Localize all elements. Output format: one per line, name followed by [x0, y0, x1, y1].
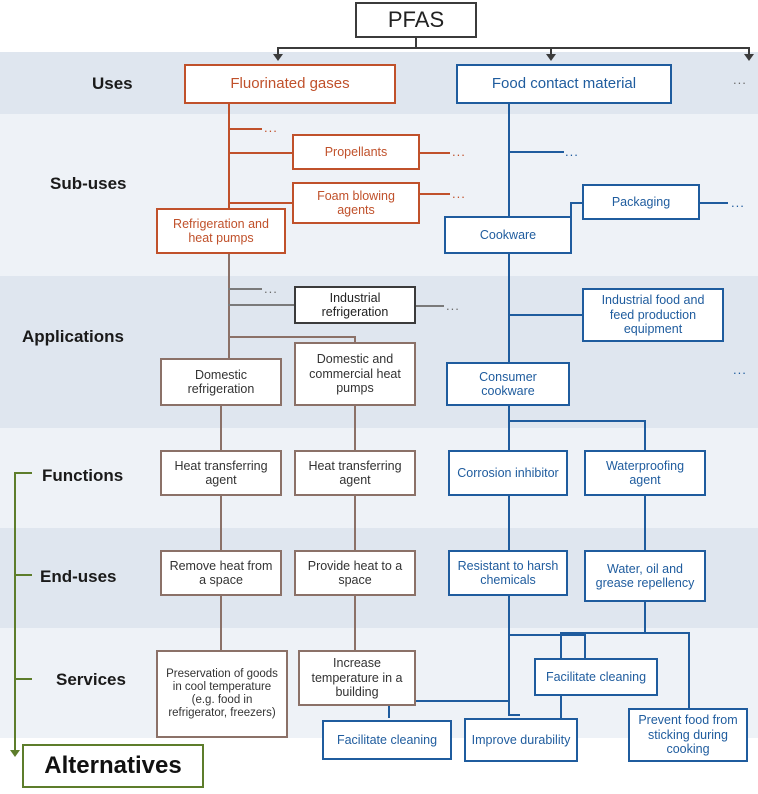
alternatives-tick: [14, 574, 32, 576]
connector: [644, 632, 690, 634]
connector: [228, 336, 356, 338]
connector: [228, 104, 230, 218]
node-propellants[interactable]: Propellants: [292, 134, 420, 170]
node-provide-heat[interactable]: Provide heat to a space: [294, 550, 416, 596]
connector: [508, 104, 510, 216]
node-industrial-refrigeration[interactable]: Industrial refrigeration: [294, 286, 416, 324]
connector: [228, 304, 294, 306]
connector: [354, 496, 356, 550]
connector: [508, 151, 564, 153]
ellipsis-foam: ...: [452, 186, 466, 201]
node-food-contact-material[interactable]: Food contact material: [456, 64, 672, 104]
node-facilitate-cleaning-1[interactable]: Facilitate cleaning: [534, 658, 658, 696]
node-cookware[interactable]: Cookware: [444, 216, 572, 254]
connector: [220, 406, 222, 450]
arrow-icon: [273, 54, 283, 61]
connector: [416, 305, 444, 307]
node-refrigeration-heat-pumps[interactable]: Refrigeration and heat pumps: [156, 208, 286, 254]
ellipsis-uses: ...: [733, 72, 747, 87]
root-node-pfas[interactable]: PFAS: [355, 2, 477, 38]
node-domestic-refrigeration[interactable]: Domestic refrigeration: [160, 358, 282, 406]
node-corrosion-inhibitor[interactable]: Corrosion inhibitor: [448, 450, 568, 496]
alternatives-tick: [14, 472, 32, 474]
connector: [228, 254, 230, 362]
node-industrial-food-feed[interactable]: Industrial food and feed production equipment: [582, 288, 724, 342]
alternatives-box[interactable]: Alternatives: [22, 744, 204, 788]
connector: [508, 714, 520, 716]
node-increase-temperature[interactable]: Increase temperature in a building: [298, 650, 416, 706]
connector: [584, 634, 586, 658]
alternatives-tick: [14, 678, 32, 680]
connector: [354, 406, 356, 450]
connector: [508, 596, 510, 716]
node-heat-transferring-agent-1[interactable]: Heat transferring agent: [160, 450, 282, 496]
arrow-icon: [10, 750, 20, 757]
node-water-oil-grease-repellency[interactable]: Water, oil and grease repellency: [584, 550, 706, 602]
connector: [420, 193, 450, 195]
connector: [644, 496, 646, 550]
connector-bus: [277, 47, 750, 49]
row-label-enduses: End-uses: [40, 567, 117, 586]
connector: [688, 632, 690, 708]
connector: [508, 314, 584, 316]
connector: [420, 152, 450, 154]
alternatives-bracket: [14, 472, 16, 752]
node-foam-blowing-agents[interactable]: Foam blowing agents: [292, 182, 420, 224]
connector: [508, 406, 510, 450]
connector: [228, 288, 262, 290]
row-label-applications: Applications: [22, 327, 125, 346]
ellipsis-applications-grey: ...: [264, 281, 278, 296]
node-facilitate-cleaning-2[interactable]: Facilitate cleaning: [322, 720, 452, 760]
connector: [508, 420, 646, 422]
connector: [354, 596, 356, 650]
connector: [570, 202, 572, 218]
connector: [644, 602, 646, 634]
ellipsis-industrial-refrig: ...: [446, 298, 460, 313]
node-packaging[interactable]: Packaging: [582, 184, 700, 220]
connector: [644, 420, 646, 450]
connector: [508, 634, 586, 636]
row-label-subuses: Sub-uses: [50, 174, 127, 193]
row-label-functions: Functions: [42, 466, 124, 485]
arrow-icon: [744, 54, 754, 61]
arrow-icon: [546, 54, 556, 61]
connector: [220, 496, 222, 550]
connector: [220, 596, 222, 650]
connector: [228, 202, 292, 204]
row-label-uses: Uses: [92, 74, 133, 93]
node-preservation-goods[interactable]: Preservation of goods in cool temperature (e.g. food in refrigerator, freezers): [156, 650, 288, 738]
connector: [228, 128, 262, 130]
node-waterproofing-agent[interactable]: Waterproofing agent: [584, 450, 706, 496]
ellipsis-subuses-orange: ...: [264, 120, 278, 135]
connector: [560, 632, 646, 634]
node-consumer-cookware[interactable]: Consumer cookware: [446, 362, 570, 406]
connector: [354, 336, 356, 344]
node-resistant-harsh-chemicals[interactable]: Resistant to harsh chemicals: [448, 550, 568, 596]
node-fluorinated-gases[interactable]: Fluorinated gases: [184, 64, 396, 104]
row-label-services: Services: [56, 670, 126, 689]
ellipsis-packaging: ...: [731, 195, 745, 210]
ellipsis-applications-blue: ...: [733, 362, 747, 377]
connector: [700, 202, 728, 204]
ellipsis-propellants: ...: [452, 144, 466, 159]
node-heat-transferring-agent-2[interactable]: Heat transferring agent: [294, 450, 416, 496]
node-remove-heat[interactable]: Remove heat from a space: [160, 550, 282, 596]
node-improve-durability[interactable]: Improve durability: [464, 718, 578, 762]
node-prevent-food-sticking[interactable]: Prevent food from sticking during cooking: [628, 708, 748, 762]
connector: [228, 152, 292, 154]
connector: [508, 496, 510, 550]
node-domestic-commercial-heat-pumps[interactable]: Domestic and commercial heat pumps: [294, 342, 416, 406]
ellipsis-subuses-blue: ...: [565, 144, 579, 159]
connector: [508, 254, 510, 362]
